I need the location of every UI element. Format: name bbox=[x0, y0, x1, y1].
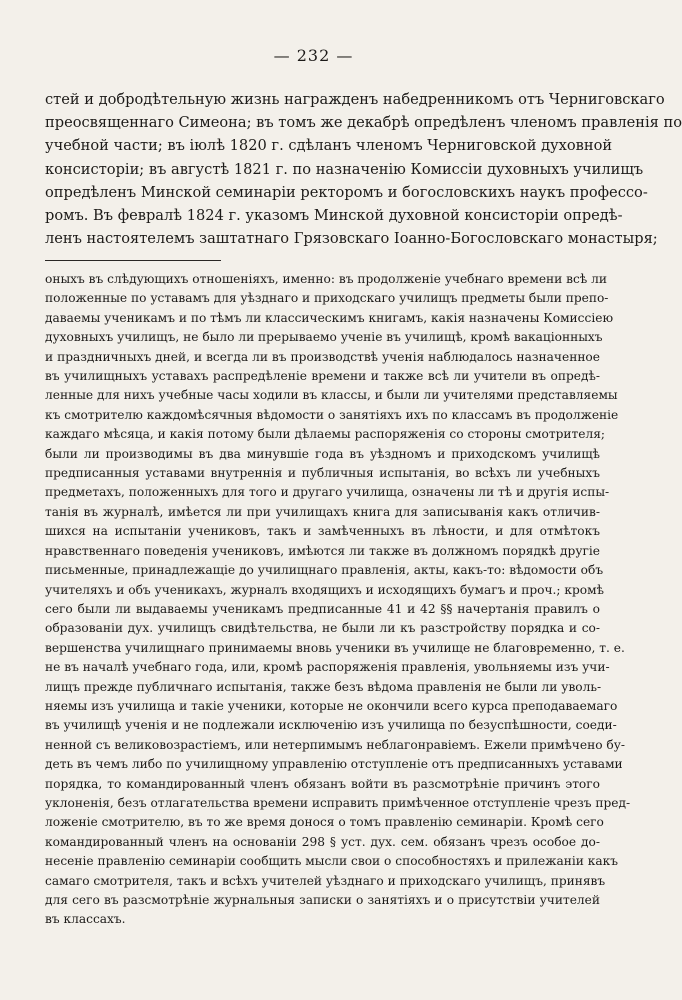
footnote-line: для сего въ разсмотрѣніе журнальныя записки о занятіяхъ и о присутствіи учителей bbox=[45, 893, 600, 907]
main-text-line: преосвященнаго Симеона; въ томъ же декабрѣ опредѣленъ членомъ правленія по bbox=[45, 114, 682, 132]
footnote-line: танія въ журналѣ, имѣется ли при училищахъ книга для записыванія какъ отличив- bbox=[45, 504, 600, 519]
footnote-line: были ли производимы въ два минувшіе года въ уѣздномъ и приходскомъ училищѣ bbox=[45, 446, 600, 461]
footnote-line: сего были ли выдаваемы ученикамъ предписанные 41 и 42 §§ начертанія правилъ о bbox=[45, 601, 600, 616]
footnote-line: духовныхъ училищъ, не было ли прерываемо ученіе въ училищѣ, кромѣ вакаціонныхъ bbox=[45, 330, 603, 345]
footnote-line: въ училищныхъ уставахъ распредѣленіе времени и также всѣ ли учители въ опредѣ- bbox=[45, 369, 600, 384]
footnote-line: ложеніе смотрителю, въ то же время донося о томъ правленію семинаріи. Кромѣ сего bbox=[45, 815, 604, 830]
main-text-line: ленъ настоятелемъ заштатнаго Грязовскаго Іоанно-Богословскаго монастыря; bbox=[45, 230, 658, 248]
footnote-line: образованіи дух. училищъ свидѣтельства, не были ли къ разстройству порядка и со- bbox=[45, 621, 600, 636]
footnote-line: шихся на испытаніи учениковъ, такъ и замѣченныхъ въ лѣности, и для отмѣтокъ bbox=[45, 524, 600, 539]
footnote-line: даваемы ученикамъ и по тѣмъ ли классическимъ книгамъ, какія назначены Комиссіею bbox=[45, 310, 614, 325]
footnote-line: деть въ чемъ либо по училищному управленію отступленіе отъ предписанныхъ уставами bbox=[45, 757, 623, 772]
main-text-line: учебной части; въ іюлѣ 1820 г. сдѣланъ членомъ Черниговской духовной bbox=[45, 137, 613, 155]
footnote-line: письменные, принадлежащіе до училищнаго правленія, акты, какъ-то: вѣдомости объ bbox=[45, 563, 604, 578]
main-text-line: опредѣленъ Минской семинаріи ректоромъ и богословскихъ наукъ профессо- bbox=[45, 183, 648, 201]
main-text-line: стей и добродѣтельную жизнь награжденъ набедренникомъ отъ Черниговскаго bbox=[45, 91, 665, 108]
footnote-line: положенные по уставамъ для уѣзднаго и приходскаго училищъ предметы были препо- bbox=[45, 291, 609, 306]
footnote-line: нравственнаго поведенія учениковъ, имѣются ли также въ должномъ порядкѣ другіе bbox=[45, 543, 600, 558]
main-text-line: консисторіи; въ августѣ 1821 г. по назначенію Комиссіи духовныхъ училищъ bbox=[45, 160, 644, 178]
footnote-line: уклоненія, безъ отлагательства времени исправить примѣченное отступленіе чрезъ пред- bbox=[45, 795, 631, 810]
footnote-line: каждаго мѣсяца, и какія потому были дѣлаемы распоряженія со стороны смотрителя; bbox=[45, 427, 606, 442]
main-text-line: ромъ. Въ февралѣ 1824 г. указомъ Минской духовной консисторіи опредѣ- bbox=[45, 207, 623, 225]
footnote-line: самаго смотрителя, такъ и всѣхъ учителей уѣзднаго и приходскаго училищъ, принявъ bbox=[45, 873, 606, 888]
footnote-line: предметахъ, положенныхъ для того и другаго училища, означены ли тѣ и другія испы- bbox=[45, 485, 610, 500]
footnote-line: няемы изъ училища и такіе ученики, которые не окончили всего курса преподаваемаго bbox=[45, 698, 618, 713]
footnote-line: оныхъ въ слѣдующихъ отношеніяхъ, именно: въ продолженіе учебнаго времени всѣ ли bbox=[45, 272, 607, 286]
main-text-block bbox=[45, 88, 682, 250]
footnote-line: и праздничныхъ дней, и всегда ли въ производствѣ ученія наблюдалось назначенное bbox=[45, 349, 600, 364]
footnote-line: лищъ прежде публичнаго испытанія, также безъ вѣдома правленія не были ли уволь- bbox=[45, 679, 602, 694]
footnote-text-block bbox=[45, 270, 631, 930]
footnote-line: ленные для нихъ учебные часы ходили въ классы, и были ли учителями представляемы bbox=[45, 388, 618, 403]
footnote-line: въ классахъ. bbox=[45, 912, 126, 927]
footnote-line: не въ началѣ учебнаго года, или, кромѣ распоряженія правленія, увольняемы изъ учи- bbox=[45, 660, 610, 675]
page-number: — 232 — bbox=[273, 46, 354, 65]
footnote-line: командированный членъ на основаніи 298 § уст. дух. сем. обязанъ чрезъ особое до- bbox=[45, 834, 600, 849]
footnote-separator-rule bbox=[45, 260, 221, 261]
footnote-line: ненной съ великовозрастіемъ, или нетерпимымъ неблагонравіемъ. Ежели примѣчено бу- bbox=[45, 737, 626, 752]
footnote-line: въ училищѣ ученія и не подлежали исключенію изъ училища по безуспѣшности, соеди- bbox=[45, 718, 617, 733]
footnote-line: къ смотрителю каждомѣсячныя вѣдомости о занятіяхъ ихъ по классамъ въ продолженіе bbox=[45, 407, 619, 422]
footnote-line: порядка, то командированный членъ обязанъ войти въ разсмотрѣніе причинъ этого bbox=[45, 776, 600, 791]
footnote-line: несеніе правленію семинаріи сообщить мысли свои о способностяхъ и прилежаніи какъ bbox=[45, 854, 618, 869]
footnote-line: вершенства училищнаго принимаемы вновь ученики въ училище не благовременно, т. е. bbox=[45, 640, 625, 655]
footnote-line: предписанныя уставами внутреннія и публичныя испытанія, во всѣхъ ли учебныхъ bbox=[45, 466, 600, 481]
footnote-line: учителяхъ и объ ученикахъ, журналъ входящихъ и исходящихъ бумагъ и проч.; кромѣ bbox=[45, 582, 604, 597]
